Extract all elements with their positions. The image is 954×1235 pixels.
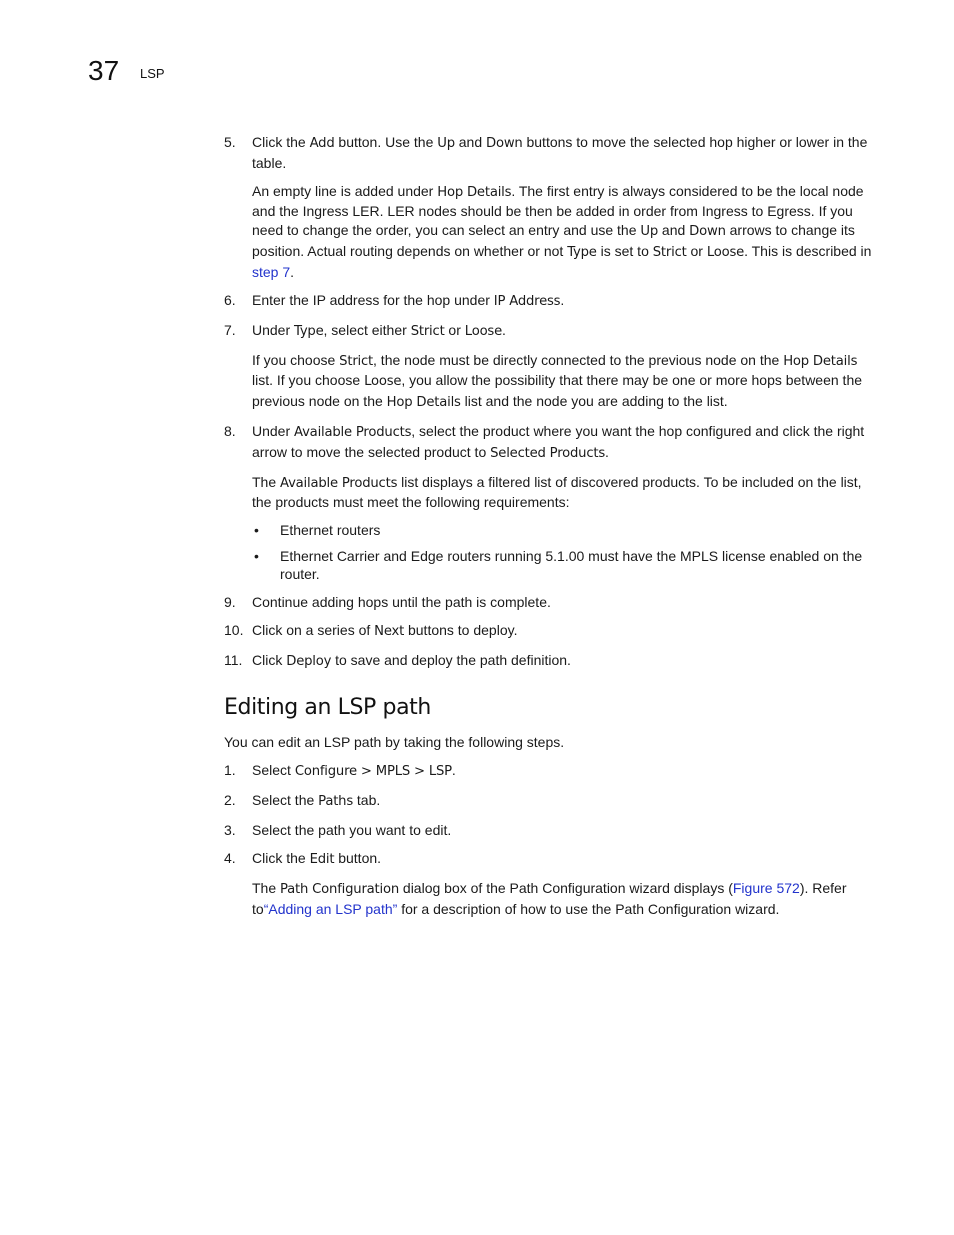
edit-step-1 <box>224 761 872 782</box>
step-text <box>252 292 564 308</box>
step-text <box>252 594 551 610</box>
text-run: . <box>451 762 456 779</box>
text-run: Click the <box>252 850 310 867</box>
edit-step-4-detail <box>252 879 872 918</box>
ui-term: Hop Details <box>437 184 512 200</box>
text-run: list and the node you are adding to the list. <box>460 392 728 409</box>
text-run: and <box>454 134 487 150</box>
step-text <box>252 622 517 638</box>
step-number: 1. <box>224 762 236 779</box>
document-body <box>224 133 872 928</box>
ui-term: Available Products <box>294 424 412 440</box>
bullet-text: Ethernet routers <box>280 522 381 539</box>
bullet-item <box>224 521 872 540</box>
chapter-number: 37 <box>88 55 120 86</box>
ui-term: Up <box>437 136 455 151</box>
ui-term: IP Address <box>493 293 561 309</box>
text-run: Click <box>252 652 287 669</box>
text-run: tab. <box>353 792 381 809</box>
bullet-item <box>224 547 872 584</box>
ui-term: Next <box>374 624 405 640</box>
ui-term: Strict <box>339 353 374 369</box>
section-heading: Editing an LSP path <box>224 695 431 721</box>
text-run: An empty line is added under <box>252 182 438 199</box>
text-run: to save and deploy the path definition. <box>331 652 571 669</box>
text-run: , select either <box>323 321 411 338</box>
text-run: , the node must be directly connected to the previous node on the <box>373 351 784 368</box>
edit-step-2 <box>224 791 872 812</box>
text-run: Click the <box>252 134 310 150</box>
step-number: 3. <box>224 822 236 839</box>
text-run: for a description of how to use the Path Configuration wizard. <box>397 900 780 917</box>
step-text <box>252 652 571 668</box>
ui-term: Loose <box>706 244 745 260</box>
ui-term: Edit <box>309 852 335 868</box>
text-run: arrows to change its position. Actual routing depends on whether or not <box>252 222 855 259</box>
ui-term: Hop Details <box>386 394 461 410</box>
text-run: or <box>444 321 465 338</box>
ui-term: Add <box>309 136 335 151</box>
edit-step-4 <box>224 849 872 870</box>
bullet-text: Ethernet Carrier and Edge routers running 5.1.00 must have the MPLS license enabled on the router. <box>280 547 863 583</box>
ui-term: Available Products <box>280 475 398 491</box>
ui-term: Strict <box>652 244 687 260</box>
step-number: 10. <box>224 622 244 639</box>
ui-term: Loose <box>464 323 503 339</box>
step-8-detail <box>252 473 872 512</box>
ui-term: Down <box>486 136 523 151</box>
step-number: 4. <box>224 850 236 867</box>
section-intro: You can edit an LSP path by taking the following steps. <box>224 734 565 751</box>
ui-term: Deploy <box>286 654 332 670</box>
step-5 <box>224 133 872 172</box>
bullet-icon: • <box>254 522 259 539</box>
step-text <box>252 792 380 808</box>
step-text <box>252 423 864 460</box>
ui-term: Down <box>689 224 726 240</box>
text-run: dialog box of the Path Configuration wizard displays ( <box>399 880 733 897</box>
step-9 <box>224 593 872 612</box>
text-run: Click on a series of <box>252 622 375 639</box>
ui-term: Type <box>294 323 324 339</box>
step-7-detail <box>252 351 872 413</box>
step-number: 7. <box>224 321 236 338</box>
text-run: or <box>686 242 707 259</box>
step-text <box>252 322 506 338</box>
ui-term: Hop Details <box>783 353 858 369</box>
step-number: 11. <box>224 652 243 669</box>
chapter-title: LSP <box>140 66 165 81</box>
step-number: 8. <box>224 422 236 439</box>
text-run: button. Use the <box>334 134 438 150</box>
text-run: ). Refer to <box>252 880 847 917</box>
text-run: and <box>658 222 690 239</box>
step-text <box>252 822 451 838</box>
text-run: , select the product where you want the hop configured and click the right arrow to move the selected product to <box>252 422 865 460</box>
text-run: Under <box>252 321 295 338</box>
text-run: . <box>605 443 609 460</box>
cross-reference-link[interactable]: “Adding an LSP path” <box>263 900 398 917</box>
text-run: The <box>252 880 281 897</box>
text-run: Under <box>252 422 295 439</box>
text-run: . This is described in <box>744 242 872 259</box>
text-run: Select the path you want to edit. <box>252 822 452 839</box>
bullet-icon: • <box>254 547 259 564</box>
step-text <box>252 134 867 171</box>
text-run: is set to <box>596 242 653 259</box>
ui-term: Type <box>567 244 597 260</box>
step-number: 6. <box>224 291 236 308</box>
text-run: Select the <box>252 792 319 809</box>
ui-term: Paths <box>318 794 353 810</box>
text-run: buttons to deploy. <box>404 622 518 639</box>
edit-step-3 <box>224 821 872 840</box>
ui-term: Up <box>640 224 659 240</box>
step-number: 2. <box>224 792 236 809</box>
text-run: Enter the IP address for the hop under <box>252 291 494 308</box>
text-run: If you choose <box>252 351 340 368</box>
ui-term: Path Configuration <box>280 882 400 898</box>
text-run: . <box>560 291 565 308</box>
text-run: buttons to move the selected hop higher or lower in the table. <box>252 134 868 171</box>
text-run: . <box>502 321 506 338</box>
cross-reference-link[interactable]: step 7 <box>252 263 291 280</box>
step-number: 9. <box>224 594 236 611</box>
text-run: list. If you choose <box>252 372 365 389</box>
ui-term: Selected Products <box>490 445 606 461</box>
text-run: list displays a filtered list of discovered products. To be included on the list, the products must meet the following requirements: <box>252 473 862 511</box>
cross-reference-link[interactable]: Figure 572 <box>732 880 800 897</box>
text-run: The <box>252 473 281 490</box>
step-6 <box>224 291 872 312</box>
text-run: Continue adding hops until the path is complete. <box>252 594 551 611</box>
step-number: 5. <box>224 134 236 150</box>
ui-term: Loose <box>364 374 402 390</box>
text-run: Select <box>252 762 295 779</box>
ui-term: Strict <box>410 323 445 339</box>
text-run: button. <box>334 850 382 867</box>
step-10 <box>224 621 872 642</box>
ui-term: Configure > MPLS > LSP <box>294 764 452 780</box>
step-5-detail <box>252 182 872 282</box>
step-text <box>252 762 456 778</box>
step-11 <box>224 651 872 672</box>
text-run: . <box>290 263 295 280</box>
text-run: , you allow the possibility that there may be one or more hops between the previous node on the <box>252 372 863 409</box>
text-run: . The first entry is always considered to be the local node and the Ingress LER. LER nodes should be then be added in order from Ingress to Egress. If you need to change the order, you can select an entry and use the <box>252 182 864 239</box>
step-8 <box>224 422 872 463</box>
step-text <box>252 850 381 866</box>
step-7 <box>224 321 872 342</box>
